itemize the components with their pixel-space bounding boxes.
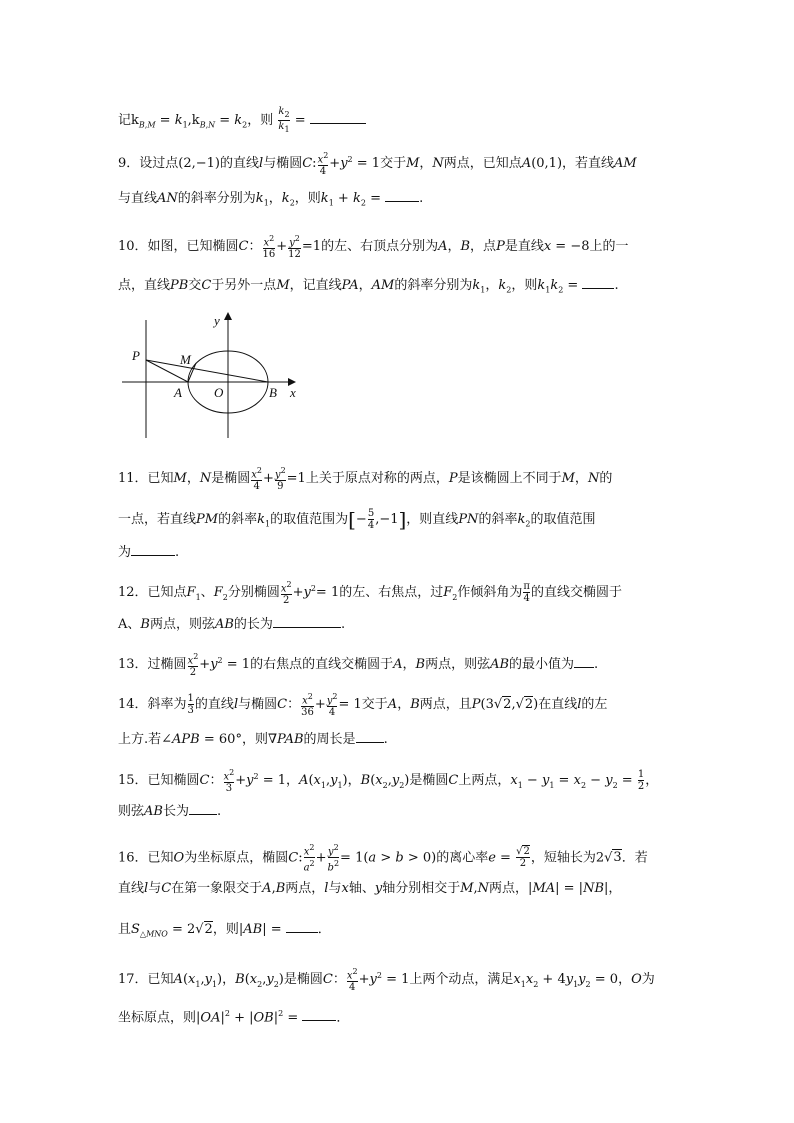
text: 15．已知椭圆 — [118, 773, 200, 789]
answer-blank[interactable] — [131, 543, 175, 556]
answer-blank[interactable] — [189, 802, 217, 815]
text: 的离心率 — [436, 850, 489, 866]
question-9-line-1: 9．设过点(2,−1)的直线l与椭圆C: $\frac{x^2}{4}$ $+y^2 = 1$交于M，N两点，已知点A(0,1)，若直线AM — [118, 151, 637, 178]
text: 为坐标原点，椭圆 — [184, 850, 289, 866]
text: ，若直线 — [562, 156, 615, 172]
text: 10．如图，已知椭圆 — [118, 239, 239, 255]
text: 的长为 — [233, 617, 273, 632]
question-11-line-1: 11．已知M，N是椭圆 $\frac{x^2}{4}$ + $\frac{y^2}{9}$ =1上关于原点对称的两点，P是该椭圆上不同于M，N的 — [118, 466, 613, 493]
question-16-line-3: 且$S_{\triangle MNO} = 2√2$，则|AB| = ． — [118, 922, 331, 939]
label-x: x — [290, 385, 296, 400]
text: ．若 — [621, 850, 648, 866]
text: ，短轴长为 — [530, 850, 596, 866]
answer-blank[interactable] — [385, 189, 419, 202]
text: 两点，则弦 — [149, 617, 215, 632]
text: 则弦 — [118, 804, 145, 819]
text: 的取值范围为 — [270, 512, 349, 527]
label-M: M — [180, 352, 191, 367]
answer-blank[interactable] — [574, 655, 594, 668]
text: 的 — [599, 471, 613, 487]
question-14-line-2: 上方.若∠APB = 60°，则∇PAB的周长是 . — [118, 732, 388, 747]
answer-blank[interactable] — [582, 276, 614, 289]
line-q8-tail: 记$k_{B,M} = k_1,k_{B,N} = k_2$，则 $\frac{k_2}{k_1}$ = — [118, 106, 688, 135]
answer-blank[interactable] — [310, 111, 366, 124]
text: 为 — [118, 545, 132, 560]
text: 12．已知点 — [118, 585, 187, 601]
text: 交于 — [361, 697, 388, 713]
answer-blank[interactable] — [302, 1008, 336, 1021]
question-13: 13．过椭圆 $\frac{x^2}{2}$ $+y^2 = 1$的右焦点的直线交椭圆于A，B两点，则弦AB的最小值为 . — [118, 652, 599, 679]
text: 的右焦点的直线交椭圆于 — [250, 657, 394, 673]
text: 的左、右焦点，过 — [339, 585, 444, 601]
question-16-line-1: 16．已知O为坐标原点，椭圆C: $\frac{x^2}{a^2}$ + $\frac{y^2}{b^2}$ = 1(a > b > 0)的离心率e = $\frac{√2}{2}$ ，短轴长为2√3．若 — [118, 843, 648, 874]
text: ，记直线 — [289, 278, 342, 293]
text: 两点， — [489, 881, 529, 896]
text: 与椭圆 — [263, 156, 303, 172]
text: 是直线 — [504, 239, 544, 255]
text: ,k — [187, 113, 200, 128]
text: 上两个动点，满足 — [409, 972, 514, 988]
text: ，则直线 — [406, 512, 459, 527]
text: 的左、右顶点分别为 — [321, 239, 439, 255]
text: 长为 — [162, 804, 189, 819]
text: 的斜率 — [478, 512, 518, 527]
question-11-line-2: 一点，若直线PM的斜率$k_1$的取值范围为[− $\frac{5}{4}$ ,−1]，则直线PN的斜率$k_2$的取值范围 — [118, 507, 596, 532]
label-O: O — [214, 385, 224, 400]
ellipse-figure — [118, 308, 308, 443]
answer-blank[interactable] — [273, 615, 341, 628]
text: 坐标原点，则 — [118, 1010, 197, 1026]
text: 的取值范围 — [530, 512, 596, 527]
text: 的最小值为 — [509, 657, 575, 673]
question-10-line-2: 点，直线PB交C于另外一点M，记直线PA，AM的斜率分别为$k_1$，$k_2$，则$k_1k_2$ = . — [118, 278, 619, 295]
text: 的斜率分别为 — [177, 191, 256, 206]
text: 14．斜率为 — [118, 697, 187, 713]
question-15-line-1: 15．已知椭圆C： $\frac{x^2}{3}$ $+y^2 = 1$，$A(x_1,y_1)$，$B(x_2,y_2)$是椭圆C上两点，$x_1 - y_1 = x_2 - y_2$ = $\frac{1}{2}$ ， — [118, 768, 659, 795]
text: 与直线 — [118, 191, 158, 206]
text: 交于 — [380, 156, 407, 172]
text: 轴、 — [348, 881, 375, 896]
text: 9．设过点 — [118, 156, 179, 172]
text: 的斜率分别为 — [394, 278, 473, 293]
text: 的周长是 — [303, 732, 356, 747]
text: ，则 — [511, 278, 538, 293]
text: 与椭圆 — [238, 697, 278, 713]
text: 的斜率 — [218, 512, 258, 527]
text: 上两点， — [458, 773, 511, 789]
text: 为 — [641, 972, 655, 988]
text: 11．已知 — [118, 471, 174, 487]
label-P: P — [132, 348, 140, 363]
text: 上关于原点对称的两点， — [305, 471, 449, 487]
question-9-line-2: 与直线AN的斜率分别为$k_1$，$k_2$，则$k_1 + k_2$ = . — [118, 191, 424, 208]
label-A: A — [174, 385, 182, 400]
question-12-line-2: A、B两点，则弦AB的长为 . — [118, 617, 346, 632]
answer-blank[interactable] — [286, 920, 318, 933]
text: 的直线 — [220, 156, 260, 172]
text: 一点，若直线 — [118, 512, 197, 527]
text: 两点，则弦 — [425, 657, 491, 673]
text: 两点，且 — [419, 697, 472, 713]
text: 作倾斜角为 — [457, 585, 523, 601]
text: ， — [618, 972, 632, 988]
text: 且 — [118, 922, 132, 937]
text: 交 — [188, 278, 202, 293]
answer-blank[interactable] — [356, 730, 384, 743]
text: 记k — [118, 113, 139, 128]
text: 16．已知 — [118, 850, 174, 866]
text: 是椭圆 — [409, 773, 449, 789]
question-15-line-2: 则弦AB长为 . — [118, 804, 222, 819]
question-12-line-1: 12．已知点$F_1$、$F_2$分别椭圆 $\frac{x^2}{2}$ $+y^2= 1$的左、右焦点，过$F_2$作倾斜角为 $\frac{\pi}{4}$ 的直线交椭圆于 — [118, 580, 622, 607]
text: 上方.若 — [118, 732, 162, 747]
text: 是椭圆 — [283, 972, 323, 988]
text: 与 — [328, 881, 342, 896]
text: 直线 — [118, 881, 145, 896]
text: 是该椭圆上不同于 — [457, 471, 562, 487]
text: 的直线交椭圆于 — [530, 585, 622, 601]
text: 17．已知 — [118, 972, 174, 988]
text: 两点， — [285, 881, 325, 896]
text: 与 — [148, 881, 162, 896]
text: 在直线 — [538, 697, 578, 713]
label-B: B — [269, 385, 277, 400]
text: ，则 — [241, 732, 268, 747]
text: 两点，已知点 — [443, 156, 522, 172]
text: 的直线 — [194, 697, 234, 713]
text: 点，直线 — [118, 278, 171, 293]
y-axis-arrow — [224, 312, 232, 320]
question-10-line-1: 10．如图，已知椭圆C： $\frac{x^2}{16}$ + $\frac{y^2}{12}$ =1的左、右顶点分别为A，B，点P是直线x = −8上的一 — [118, 234, 629, 261]
line-PB — [146, 360, 268, 382]
text: 在第一象限交于 — [171, 881, 263, 896]
question-11-line-3: 为 . — [118, 545, 180, 560]
text: ，则 — [247, 113, 274, 128]
text: 的左 — [581, 697, 608, 713]
text: 是椭圆 — [211, 471, 251, 487]
question-16-line-2: 直线l与C在第一象限交于A,B两点，l与x轴、y轴分别相交于M,N两点，|MA| = |NB|， — [118, 881, 622, 896]
question-14-line-1: 14．斜率为 $\frac{1}{3}$ 的直线l与椭圆C： $\frac{x^2}{36}$ + $\frac{y^2}{4}$ = 1交于A，B两点，且P(3√2,√2)在直线l的左 — [118, 692, 608, 719]
label-y: y — [214, 313, 220, 328]
text: ，点 — [470, 239, 497, 255]
text: 分别椭圆 — [227, 585, 280, 601]
question-17-line-2: 坐标原点，则$|OA|^2 + |OB|^2$ = ． — [118, 1009, 350, 1026]
text: ，则 — [212, 922, 239, 937]
text: 13．过椭圆 — [118, 657, 187, 673]
text: 于另外一点 — [211, 278, 277, 293]
text: 上的一 — [589, 239, 629, 255]
text: ，则 — [294, 191, 321, 206]
question-17-line-1: 17．已知$A(x_1,y_1)$，$B(x_2,y_2)$是椭圆C： $\frac{x^2}{4}$ $+y^2 = 1$上两个动点，满足$x_1x_2 + 4y_1y_2 = 0$，O为 — [118, 967, 655, 994]
text: 轴分别相交于 — [382, 881, 461, 896]
